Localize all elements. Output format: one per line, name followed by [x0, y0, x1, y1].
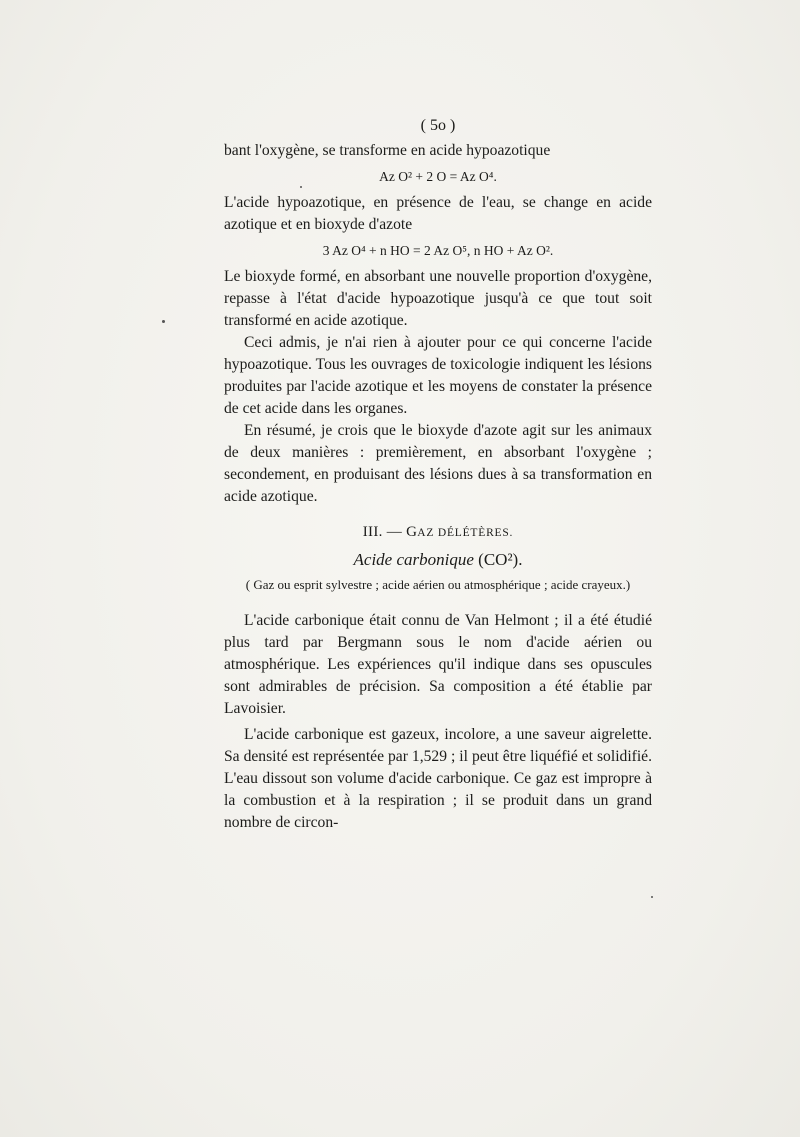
paragraph: L'acide carbonique était connu de Van Helmont ; il a été étudié plus tard par Bergmann sous le nom d'acide aérien ou atmosphérique. Les expériences qu'il indique dans ses opuscules sont admirables de précision. Sa composition a été établie par Lavoisier.: [224, 612, 652, 717]
ink-speck: [651, 896, 653, 898]
section-title-initial: G: [406, 524, 418, 540]
paragraph: En résumé, je crois que le bioxyde d'azote agit sur les animaux de deux manières : premièrement, en absorbant l'oxygène ; secondement, en produisant des lésions dues à sa transformation en acide azotique.: [224, 422, 652, 505]
subsection-title: Acide carbonique: [353, 550, 474, 569]
section-title-smallcaps: AZ DÉLÉTÈRES.: [417, 527, 514, 539]
ink-speck: [162, 320, 165, 323]
paragraph: Le bioxyde formé, en absorbant une nouvelle proportion d'oxygène, repasse à l'état d'acide hypoazotique jusqu'à ce que tout soit transformé en acide azotique.: [224, 268, 652, 329]
text-column: [224, 112, 652, 834]
ink-speck: [300, 186, 302, 188]
section-number: III. —: [362, 524, 407, 540]
synonyms-note: ( Gaz ou esprit sylvestre ; acide aérien ou atmosphérique ; acide crayeux.): [245, 577, 631, 592]
paragraph: L'acide hypoazotique, en présence de l'eau, se change en acide azotique et en bioxyde d'azote: [224, 194, 652, 233]
paragraph: Ceci admis, je n'ai rien à ajouter pour ce qui concerne l'acide hypoazotique. Tous les ouvrages de toxicologie indiquent les lésions produites par l'acide azotique et les moyens de constater la présence de cet acide dans les organes.: [224, 334, 652, 417]
chemical-equation: Az O² + 2 O = Az O⁴.: [379, 169, 497, 184]
subsection-formula: (CO²).: [478, 550, 523, 569]
page-number: ( 5o ): [420, 117, 456, 134]
paragraph: L'acide carbonique est gazeux, incolore, a une saveur aigrelette. Sa densité est représentée par 1,529 ; il peut être liquéfié et solidifié. L'eau dissout son volume d'acide carbonique. Ce gaz est impropre à la combustion et à la respiration ; il se produit dans un grand nombre de circon-: [224, 726, 652, 831]
section-heading: [224, 518, 652, 546]
text-line: bant l'oxygène, se transforme en acide hypoazotique: [224, 142, 551, 159]
chemical-equation: 3 Az O⁴ + n HO = 2 Az O⁵, n HO + Az O².: [322, 243, 554, 258]
subsection-heading: [224, 546, 652, 574]
